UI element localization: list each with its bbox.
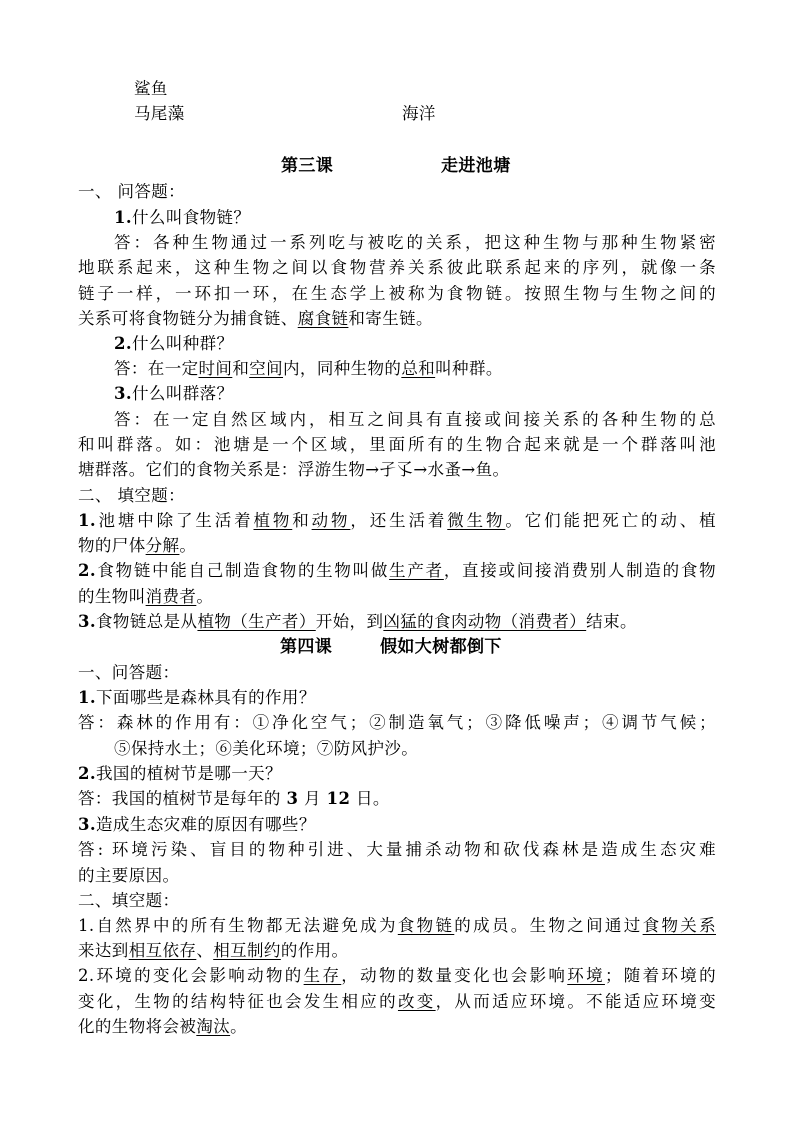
fill-text: 。: [196, 587, 214, 606]
fill-text: 自然界中的所有生物都无法避免成为: [94, 916, 398, 935]
lesson3-fill3: [78, 610, 718, 634]
fill-text: 结束。: [586, 612, 637, 631]
fill-underlined: 生产者: [389, 561, 444, 580]
lesson4-q3-answer-line1: [78, 838, 716, 862]
answer-text: 答：我国的植树节是每年的: [78, 789, 281, 808]
question-number: 1.: [114, 208, 133, 227]
fill-text: 变化，生物的结构特征也会发生相应的: [78, 992, 398, 1011]
answer-number: 12: [326, 789, 351, 808]
answer-text: 答: 环境污染、盲目的物种引进、大量捕杀动物和砍伐森林是造成生态灾难: [78, 840, 716, 859]
lesson4-q2: [78, 762, 718, 786]
fill-underlined: 食物关系: [642, 916, 717, 935]
fill-text: 物的尸体: [78, 536, 146, 555]
lesson3-q3-answer-line2: [78, 433, 716, 457]
lesson3-fill2-line1: [78, 559, 716, 583]
lesson-title: 走进池塘: [441, 156, 511, 176]
question-text: 下面哪些是森林具有的作用？: [96, 688, 316, 707]
fill-text: 化的生物将会被: [78, 1017, 197, 1036]
fill-text: 和: [292, 511, 312, 530]
answer-text: 答：在一定: [114, 359, 199, 378]
item-number: 3.: [78, 612, 97, 631]
lesson4-q1: [78, 686, 718, 710]
lesson3-q1-answer-line2: [78, 256, 716, 280]
organism-label: 马尾藻: [134, 104, 185, 123]
lesson4-q1-answer-line1: [78, 711, 716, 735]
fill-text: 食物链中能自己制造食物的生物叫做: [96, 561, 390, 580]
answer-text: 答：各种生物通过一系列吃与被吃的关系，把这种生物与那种生物紧密: [114, 233, 716, 252]
lesson3-q1-answer-line1: [114, 231, 716, 255]
answer-text: 和寄生链。: [348, 309, 433, 328]
answer-text: 和叫群落。如：池塘是一个区域，里面所有的生物合起来就是一个群落叫池: [78, 435, 716, 454]
lesson3-fill2-line2: [78, 585, 718, 609]
question-number: 3.: [114, 384, 133, 403]
answer-text: 答：在一定自然区域内，相互之间具有直接或间接关系的各种生物的总: [114, 410, 716, 429]
fill-text: 的作用。: [280, 941, 349, 960]
lesson3-section-qa: [78, 180, 718, 204]
fill-text: ，还生活着: [350, 511, 448, 530]
item-number: 2.: [78, 966, 95, 985]
section-heading: 二、 填空题：: [78, 486, 186, 505]
answer-text: 链子一样，一环扣一环，在生态学上被称为食物链。按照生物与生物之间的: [78, 284, 716, 303]
section-heading: 一、 问答题：: [78, 182, 186, 201]
lesson4-fill2-line3: [78, 1015, 718, 1039]
fill-text: ，动物的数量变化也会影响: [341, 966, 568, 985]
lesson4-fill2-line1: [78, 964, 716, 988]
organism-label: 鲨鱼: [134, 79, 168, 98]
lesson4-q3-answer-line2: [78, 864, 718, 888]
answer-underlined: 时间: [198, 359, 233, 378]
fill-text: 的成员。生物之间通过: [454, 916, 643, 935]
answer-text: 塘群落。它们的食物关系是：浮游生物→孑孓→水蚤→鱼。: [78, 460, 510, 479]
fill-text: 池塘中除了生活着: [96, 511, 254, 530]
lesson3-fill1-line2: [78, 534, 718, 558]
answer-number: 3: [286, 789, 299, 808]
item-number: 1.: [78, 511, 97, 530]
answer-text: 和: [232, 359, 250, 378]
fill-text: 。: [230, 1017, 248, 1036]
lesson3-q3-answer-line1: [114, 408, 716, 432]
fill-underlined: 食物链: [397, 916, 455, 935]
answer-text: 叫种群。: [435, 359, 503, 378]
lesson4-q1-answer-line2: [114, 737, 754, 761]
section-heading: 一、问答题：: [78, 663, 180, 682]
fill-underlined: 生存: [303, 966, 342, 985]
item-number: 2.: [78, 561, 97, 580]
lesson3-q1-answer-line4: [78, 307, 718, 331]
fill-text: 。: [179, 536, 197, 555]
fill-underlined: 相互制约: [213, 941, 281, 960]
fill-underlined: 消费者: [145, 587, 197, 606]
habitat-label: 海洋: [402, 104, 436, 123]
lesson4-title: [380, 635, 794, 659]
lesson3-q3: [114, 382, 754, 406]
fill-underlined: 植物（生产者）: [197, 612, 316, 631]
lesson4-fill1-line2: [78, 939, 718, 963]
fill-underlined: 凶猛的食肉动物（消费者）: [383, 612, 587, 631]
fill-underlined: 改变: [397, 992, 436, 1011]
answer-text: 日。: [356, 789, 390, 808]
fill-underlined: 淘汰: [196, 1017, 231, 1036]
answer-text: 地联系起来，这种生物之间以食物营养关系彼此联系起来的序列，就像一条: [78, 258, 716, 277]
question-number: 2.: [78, 764, 97, 783]
question-text: 我国的植树节是哪一天？: [96, 764, 282, 783]
lesson3-q2-answer: [114, 357, 754, 381]
organism-shark: [134, 77, 774, 101]
question-text: 什么叫群落？: [132, 384, 234, 403]
question-number: 3.: [78, 815, 97, 834]
fill-text: 来达到: [78, 941, 129, 960]
habitat-ocean: [402, 102, 794, 126]
fill-underlined: 植物: [253, 511, 293, 530]
question-number: 1.: [78, 688, 97, 707]
question-text: 什么叫食物链？: [132, 208, 251, 227]
lesson3-q1: [114, 206, 754, 230]
lesson4-section-fill: [78, 889, 718, 913]
item-number: 1.: [78, 916, 95, 935]
fill-underlined: 相互依存: [128, 941, 197, 960]
answer-underlined: 总和: [401, 359, 436, 378]
fill-text: 的生物叫: [78, 587, 146, 606]
answer-text: 答：森林的作用有：①净化空气；②制造氧气；③降低噪声；④调节气候；: [78, 713, 716, 732]
lesson3-q1-answer-line3: [78, 282, 716, 306]
fill-underlined: 分解: [145, 536, 180, 555]
answer-underlined: 腐食链: [297, 309, 349, 328]
answer-text: ⑤保持水土；⑥美化环境；⑦防风护沙。: [114, 739, 419, 758]
fill-text: 开始，到: [315, 612, 384, 631]
lesson3-q2: [114, 332, 754, 356]
lesson4-q3: [78, 813, 718, 837]
fill-underlined: 微生物: [447, 511, 506, 530]
lesson3-section-fill: [78, 484, 718, 508]
lesson3-fill1-line1: [78, 509, 716, 533]
answer-text: 内，同种生物的: [283, 359, 402, 378]
fill-text: 环境的变化会影响动物的: [94, 966, 304, 985]
question-text: 造成生态灾难的原因有哪些？: [96, 815, 316, 834]
fill-text: ，从而适应环境。不能适应环境变: [435, 992, 716, 1011]
fill-underlined: 环境: [567, 966, 605, 985]
lesson-title: 假如大树都倒下: [380, 637, 502, 657]
fill-text: 食物链总是从: [96, 612, 198, 631]
fill-text: ，直接或间接消费别人制造的食物: [443, 561, 717, 580]
question-text: 什么叫种群？: [132, 334, 234, 353]
lesson-number: 第三课: [281, 156, 334, 176]
answer-text: 关系可将食物链分为捕食链、: [78, 309, 298, 328]
lesson3-title: [441, 154, 794, 178]
answer-underlined: 空间: [249, 359, 284, 378]
lesson4-fill1-line1: [78, 914, 716, 938]
fill-text: 。它们能把死亡的动、植: [505, 511, 717, 530]
fill-text: 、: [196, 941, 214, 960]
fill-text: ；随着环境的: [604, 966, 716, 985]
answer-text: 月: [304, 789, 321, 808]
section-heading: 二、填空题：: [78, 891, 180, 910]
question-number: 2.: [114, 334, 133, 353]
lesson4-section-qa: [78, 661, 718, 685]
lesson4-q2-answer: [78, 787, 718, 811]
fill-underlined: 动物: [311, 511, 351, 530]
lesson4-fill2-line2: [78, 990, 716, 1014]
lesson-number: 第四课: [280, 637, 333, 657]
lesson3-q3-answer-line3: [78, 458, 718, 482]
answer-text: 的主要原因。: [78, 866, 180, 885]
